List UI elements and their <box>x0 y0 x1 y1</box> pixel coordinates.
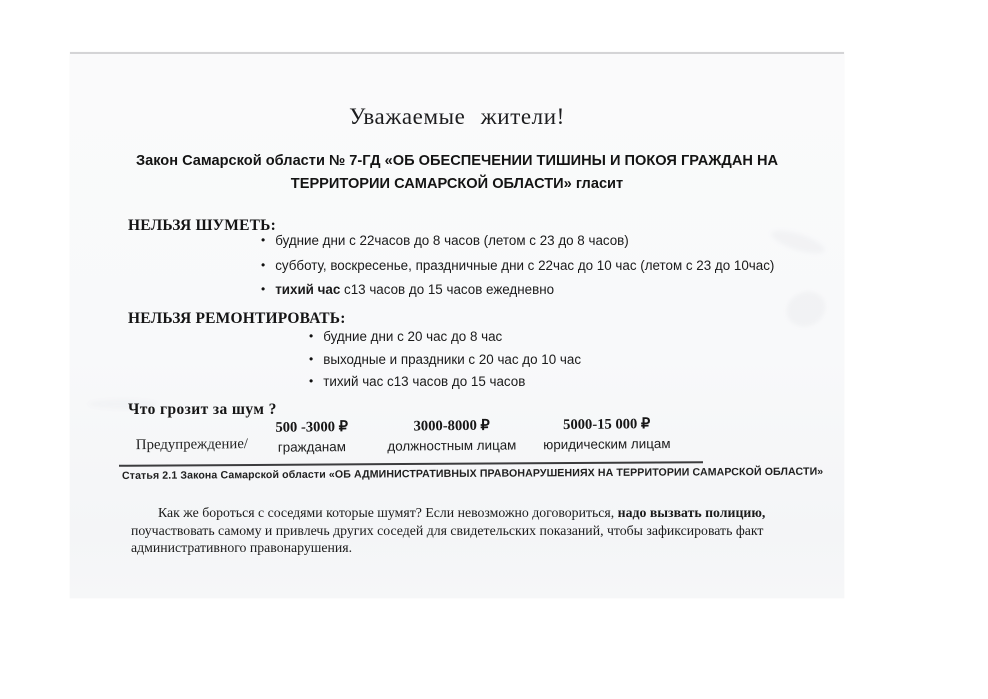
advice-part2: поучаствовать самому и привлечь других соседей для свидетельских показаний, чтобы зафиксировать факт административного правонарушения. <box>131 522 764 556</box>
list-item <box>309 374 581 397</box>
list-item <box>261 282 774 307</box>
list-item-rest: субботу, воскресенье, праздничные дни с 22час до 10 час (летом с 23 до 10час) <box>275 257 775 273</box>
warning-label: Предупреждение/ <box>135 436 249 454</box>
advice-paragraph <box>131 504 817 557</box>
list-item-text <box>323 352 581 367</box>
section-heading-no-repair: НЕЛЬЗЯ РЕМОНТИРОВАТЬ: <box>128 310 346 327</box>
scan-smudge <box>781 285 832 333</box>
page-title: Уважаемые жители! <box>349 104 565 129</box>
list-item-text <box>275 258 774 273</box>
list-item-bold: тихий час <box>275 282 341 297</box>
fine-target: гражданам <box>277 439 346 455</box>
fine-amount: 3000-8000 ₽ <box>413 417 490 435</box>
scan-smudge <box>769 226 827 259</box>
fine-column-officials <box>366 416 538 456</box>
list-item-rest: с13 часов до 15 часов ежедневно <box>340 282 555 297</box>
list-item-text <box>323 374 525 389</box>
fines-heading: Что грозит за шум ? <box>128 401 277 418</box>
list-item-text <box>275 233 629 248</box>
list-item-text <box>275 282 554 297</box>
list-item-rest: выходные и праздники с 20 час до 10 час <box>323 351 582 367</box>
list-item-text <box>323 329 502 344</box>
list-item-rest: тихий час с13 часов до 15 часов <box>323 374 526 389</box>
section-heading-no-noise: НЕЛЬЗЯ ШУМЕТЬ: <box>128 217 276 234</box>
bullet-dot-icon: • <box>261 233 266 247</box>
no-repair-list <box>309 329 581 397</box>
fine-target: юридическим лицам <box>543 436 671 453</box>
fine-target: должностным лицам <box>387 437 517 454</box>
bullet-dot-icon: • <box>261 257 266 272</box>
fines-table <box>70 414 770 467</box>
advice-bold: надо вызвать полицию, <box>617 505 766 520</box>
bullet-dot-icon: • <box>309 351 314 366</box>
fine-amount: 500 -3000 ₽ <box>275 419 349 436</box>
fine-column-legal-entities <box>514 415 700 455</box>
law-heading: Закон Самарской области № 7-ГД «ОБ ОБЕСПЕЧЕНИИ ТИШИНЫ И ПОКОЯ ГРАЖДАН НА ТЕРРИТОРИИ САМАРСКОЙ ОБЛАСТИ» гласит <box>135 153 779 192</box>
scanned-page <box>70 52 844 598</box>
law-source-note: Статья 2.1 Закона Самарской области «ОБ АДМИНИСТРАТИВНЫХ ПРАВОНАРУШЕНИЯХ НА ТЕРРИТОРИИ САМАРСКОЙ ОБЛАСТИ» <box>121 465 824 482</box>
bullet-dot-icon: • <box>309 374 314 388</box>
list-item <box>261 233 774 258</box>
no-noise-list <box>261 233 774 307</box>
bullet-dot-icon: • <box>261 282 266 296</box>
fine-amount: 5000-15 000 ₽ <box>563 416 651 434</box>
list-item <box>309 352 581 375</box>
advice-part1: Как же бороться с соседями которые шумят? Если невозможно договориться, <box>158 505 618 520</box>
list-item <box>261 258 774 283</box>
bullet-dot-icon: • <box>309 329 314 343</box>
list-item <box>309 329 581 352</box>
list-item-rest: будние дни с 22часов до 8 часов (летом с 23 до 8 часов) <box>275 233 629 248</box>
list-item-rest: будние дни с 20 час до 8 час <box>323 329 503 344</box>
